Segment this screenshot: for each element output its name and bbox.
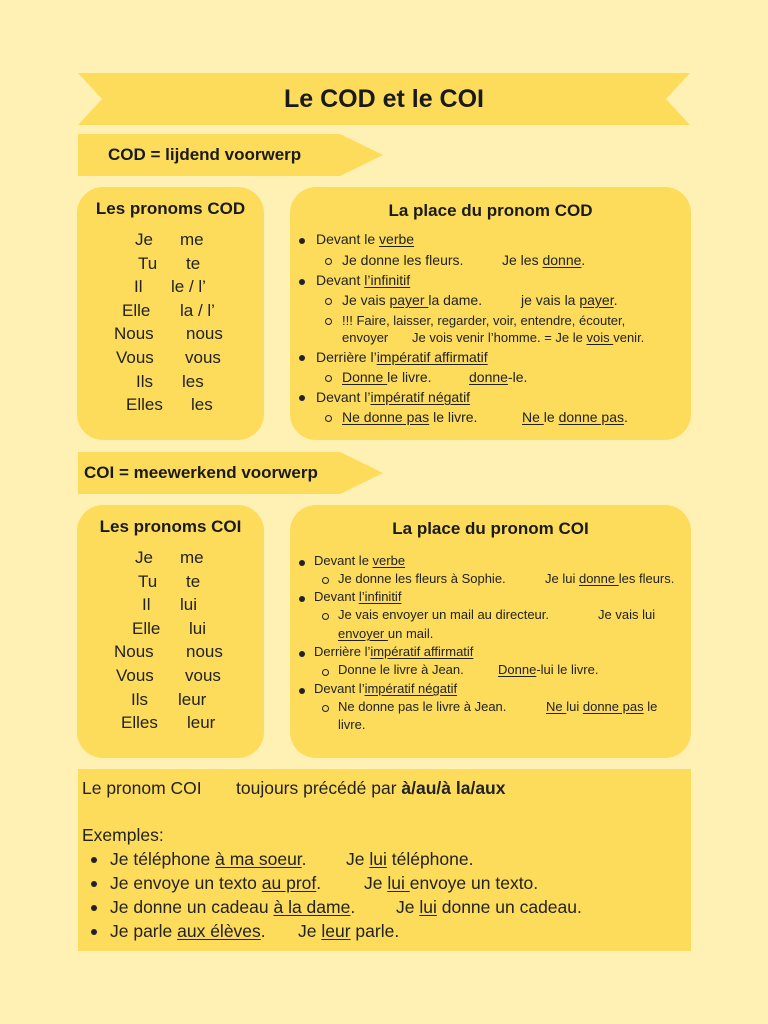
rule-line: [316, 389, 470, 405]
subject: Nous: [114, 324, 154, 344]
example-line: [469, 369, 527, 385]
bullet-icon: [299, 355, 305, 361]
example-line: [338, 571, 506, 586]
subject: Ils: [131, 689, 148, 709]
example-text: Je donne les fleurs à Sophie.: [338, 571, 506, 586]
example-keyword: Ne: [546, 699, 567, 714]
example-text: Je vais lui: [598, 607, 656, 622]
example-keyword: donne pas: [558, 409, 624, 425]
note-line: [342, 330, 388, 345]
example-text: Je les: [502, 252, 543, 268]
coi-tag: [78, 452, 383, 494]
example-keyword: leur: [321, 921, 351, 941]
rule-text: Devant l’: [314, 681, 365, 696]
pronoun: te: [186, 253, 201, 273]
example-keyword: aux élèves: [177, 921, 261, 941]
pronoun: les: [191, 395, 213, 415]
rule-keyword: l’infinitif: [358, 589, 402, 604]
bullet-icon: [299, 651, 305, 657]
sub-bullet-icon: [322, 705, 329, 712]
example-line: [338, 607, 549, 622]
sub-bullet-icon: [322, 613, 329, 620]
rule-keyword: impératif négatif: [364, 681, 458, 696]
note-keyword: à/au/à la/aux: [401, 778, 506, 798]
example-text: .: [260, 921, 266, 941]
pronoun: me: [180, 230, 204, 249]
example-text: Je vais envoyer un mail au directeur.: [338, 607, 549, 622]
rule-line: [316, 231, 414, 247]
example-text: Je: [396, 897, 420, 917]
example-keyword: donne pas: [582, 699, 644, 714]
example-line: [338, 626, 433, 641]
rule-keyword: impératif négatif: [370, 389, 471, 405]
rule-line: [316, 349, 488, 365]
example-text: .: [624, 409, 628, 425]
note-text: toujours précédé par: [236, 778, 402, 798]
example-line: [521, 292, 618, 308]
sub-bullet-icon: [322, 669, 329, 676]
bullet-icon: [299, 279, 305, 285]
example-keyword: lui: [387, 873, 410, 893]
coi-note-box: [78, 769, 691, 951]
example-text: Je donne un cadeau: [110, 897, 274, 917]
example-line: [546, 699, 657, 714]
pronoun: te: [186, 571, 201, 591]
cod-pronouns-list: [77, 230, 264, 419]
subject: Il: [142, 595, 151, 615]
pronoun: vous: [185, 347, 221, 367]
example-line: [342, 252, 463, 268]
pronoun-row: [77, 713, 264, 737]
bullet-icon: [299, 238, 305, 244]
bullet-icon: [299, 560, 305, 566]
pronoun: nous: [186, 642, 223, 662]
example-text: Je lui: [545, 571, 579, 586]
pronoun: leur: [187, 713, 216, 733]
coi-pronouns-title: Les pronoms COI: [99, 517, 242, 536]
pronoun-row: [77, 348, 264, 372]
example-keyword: Ne: [522, 409, 544, 425]
example-text: donne un cadeau.: [436, 897, 582, 917]
bullet-icon: [299, 395, 305, 401]
example-line: [110, 921, 266, 942]
rule-line: [314, 644, 473, 659]
page-title: Le COD et le COI: [283, 84, 485, 113]
example-line: [342, 369, 432, 385]
example-keyword: Donne: [498, 662, 537, 677]
example-text: le livre.: [387, 369, 432, 385]
example-text: Je: [298, 921, 322, 941]
cod-pronouns-panel: [77, 187, 264, 440]
pronoun: leur: [178, 689, 207, 709]
coi-place-panel: [290, 505, 691, 758]
example-text: .: [613, 292, 618, 308]
example-keyword: donne: [578, 571, 619, 586]
example-keyword: donne: [542, 252, 582, 268]
note-text: envoyer: [342, 330, 389, 345]
example-text: Donne le livre à Jean.: [338, 662, 464, 677]
cod-place-panel: [290, 187, 691, 440]
pronoun-row: [77, 277, 264, 301]
pronoun: lui: [180, 595, 198, 615]
bullet-icon: [299, 688, 305, 694]
rule-text: Devant: [316, 272, 365, 288]
example-text: livre.: [338, 717, 366, 732]
example-text: lui: [566, 699, 583, 714]
example-text: .: [350, 897, 356, 917]
example-text: parle.: [350, 921, 400, 941]
example-line: [338, 662, 464, 677]
subject: Vous: [116, 347, 154, 367]
example-line: [338, 699, 506, 714]
rule-keyword: verbe: [372, 553, 406, 568]
pronoun-row: [77, 548, 264, 572]
subject: Elles: [121, 713, 158, 733]
example-line: [346, 849, 473, 870]
subject: Tu: [138, 253, 158, 273]
examples-label: Exemples:: [82, 825, 164, 845]
example-line: [342, 292, 482, 308]
pronoun-row: [77, 372, 264, 396]
example-text: téléphone.: [386, 849, 474, 869]
example-keyword: Donne: [342, 369, 388, 385]
bullet-icon: [91, 929, 97, 935]
sub-bullet-icon: [322, 577, 329, 584]
bullet-icon: [91, 905, 97, 911]
example-line: [338, 717, 365, 732]
sub-bullet-icon: [325, 415, 332, 422]
bullet-icon: [299, 596, 305, 602]
cod-tag-label: COD = lijdend voorwerp: [108, 145, 302, 164]
example-text: .: [301, 849, 307, 869]
pronoun-row: [77, 301, 264, 325]
rule-line: [314, 681, 457, 696]
example-line: [396, 897, 582, 918]
example-text: envoye un texto.: [409, 873, 539, 893]
rule-text: Devant le: [314, 553, 373, 568]
pronoun-row: [77, 690, 264, 714]
pronoun-row: [77, 395, 264, 419]
example-text: Je: [364, 873, 388, 893]
rule-text: Derrière l’: [314, 644, 371, 659]
example-line: [598, 607, 655, 622]
note-line: [82, 778, 202, 799]
subject: Je: [135, 548, 153, 567]
example-keyword: payer: [579, 292, 614, 308]
subject: Nous: [114, 642, 154, 662]
example-text: -le.: [507, 369, 528, 385]
note-line: !!! Faire, laisser, regarder, voir, entendre, écouter,: [342, 313, 626, 328]
example-line: [298, 921, 399, 942]
sub-bullet-icon: [325, 318, 332, 325]
sub-bullet-icon: [325, 258, 332, 265]
cod-pronouns-title: Les pronoms COD: [95, 199, 246, 218]
example-text: Je envoye un texto: [110, 873, 262, 893]
example-line: [342, 409, 477, 425]
pronoun-row: [77, 230, 264, 254]
example-line: [110, 897, 355, 918]
example-text: Je donne les fleurs.: [342, 252, 464, 268]
pronoun: me: [180, 548, 204, 567]
coi-pronouns-list: [77, 548, 264, 737]
example-text: Je téléphone: [110, 849, 216, 869]
pronoun: le / l’: [171, 277, 206, 297]
example-line: [502, 252, 585, 268]
pronoun-row: [77, 572, 264, 596]
example-keyword: envoyer: [338, 626, 388, 641]
subject: Elle: [122, 300, 151, 320]
cod-place-title: La place du pronom COD: [388, 201, 593, 220]
example-keyword: à ma soeur: [215, 849, 302, 869]
example-text: .: [316, 873, 322, 893]
example-text: le: [643, 699, 658, 714]
example-text: le: [543, 409, 559, 425]
pronoun: la / l’: [180, 300, 215, 320]
rule-keyword: verbe: [379, 231, 415, 247]
rule-text: Devant le: [316, 231, 380, 247]
example-keyword: lui: [419, 897, 437, 917]
example-keyword: donne: [469, 369, 508, 385]
example-keyword: au prof: [261, 873, 317, 893]
cod-tag: [78, 134, 383, 176]
example-line: [545, 571, 674, 586]
example-keyword: lui: [369, 849, 387, 869]
sub-bullet-icon: [325, 298, 332, 305]
subject: Ils: [136, 371, 153, 391]
rule-keyword: impératif affirmatif: [376, 349, 488, 365]
coi-pronouns-panel: [77, 505, 264, 758]
example-keyword: payer: [389, 292, 429, 308]
example-text: -lui le livre.: [536, 662, 599, 677]
pronoun-row: [77, 324, 264, 348]
note-line: [412, 330, 644, 345]
example-text: le livre.: [429, 409, 478, 425]
subject: Elle: [132, 618, 161, 638]
example-line: [522, 409, 628, 425]
example-text: la dame.: [428, 292, 483, 308]
note-text: Le pronom COI: [82, 778, 202, 798]
example-keyword: Ne donne pas: [342, 409, 430, 425]
example-text: Je parle: [110, 921, 178, 941]
bullet-icon: [91, 857, 97, 863]
rule-line: [314, 553, 405, 568]
pronoun: nous: [186, 324, 223, 344]
pronoun-row: [77, 666, 264, 690]
example-text: Je vais: [342, 292, 390, 308]
example-text: un mail.: [387, 626, 434, 641]
example-text: .: [581, 252, 586, 268]
pronoun-row: [77, 595, 264, 619]
subject: Elles: [126, 395, 163, 415]
note-keyword: vois: [586, 330, 614, 345]
example-text: les fleurs.: [618, 571, 675, 586]
example-line: [110, 849, 307, 870]
rule-text: Derrière l’: [316, 349, 377, 365]
sub-bullet-icon: [325, 375, 332, 382]
rule-keyword: impératif affirmatif: [370, 644, 474, 659]
pronoun-row: [77, 254, 264, 278]
example-text: Je: [346, 849, 370, 869]
example-text: je vais la: [521, 292, 580, 308]
rule-line: [316, 272, 410, 288]
subject: Il: [134, 277, 143, 297]
rule-text: Devant l’: [316, 389, 371, 405]
subject: Je: [135, 230, 153, 249]
subject: Vous: [116, 665, 154, 685]
pronoun: les: [182, 371, 204, 391]
example-line: [110, 873, 321, 894]
rule-keyword: l’infinitif: [364, 272, 411, 288]
example-keyword: à la dame: [273, 897, 351, 917]
bullet-icon: [91, 881, 97, 887]
note-line: [236, 778, 505, 799]
pronoun: lui: [189, 618, 207, 638]
note-text: venir.: [613, 330, 645, 345]
pronoun-row: [77, 642, 264, 666]
coi-tag-label: COI = meewerkend voorwerp: [84, 463, 318, 482]
title-banner: [78, 73, 690, 125]
rule-line: [314, 589, 401, 604]
pronoun-row: [77, 619, 264, 643]
note-text: Je vois venir l’homme. = Je le: [412, 330, 587, 345]
subject: Tu: [138, 571, 158, 591]
rule-text: Devant: [314, 589, 359, 604]
example-line: [498, 662, 598, 677]
coi-place-title: La place du pronom COI: [392, 519, 589, 538]
example-text: Ne donne pas le livre à Jean.: [338, 699, 507, 714]
example-line: [364, 873, 538, 894]
pronoun: vous: [185, 665, 221, 685]
